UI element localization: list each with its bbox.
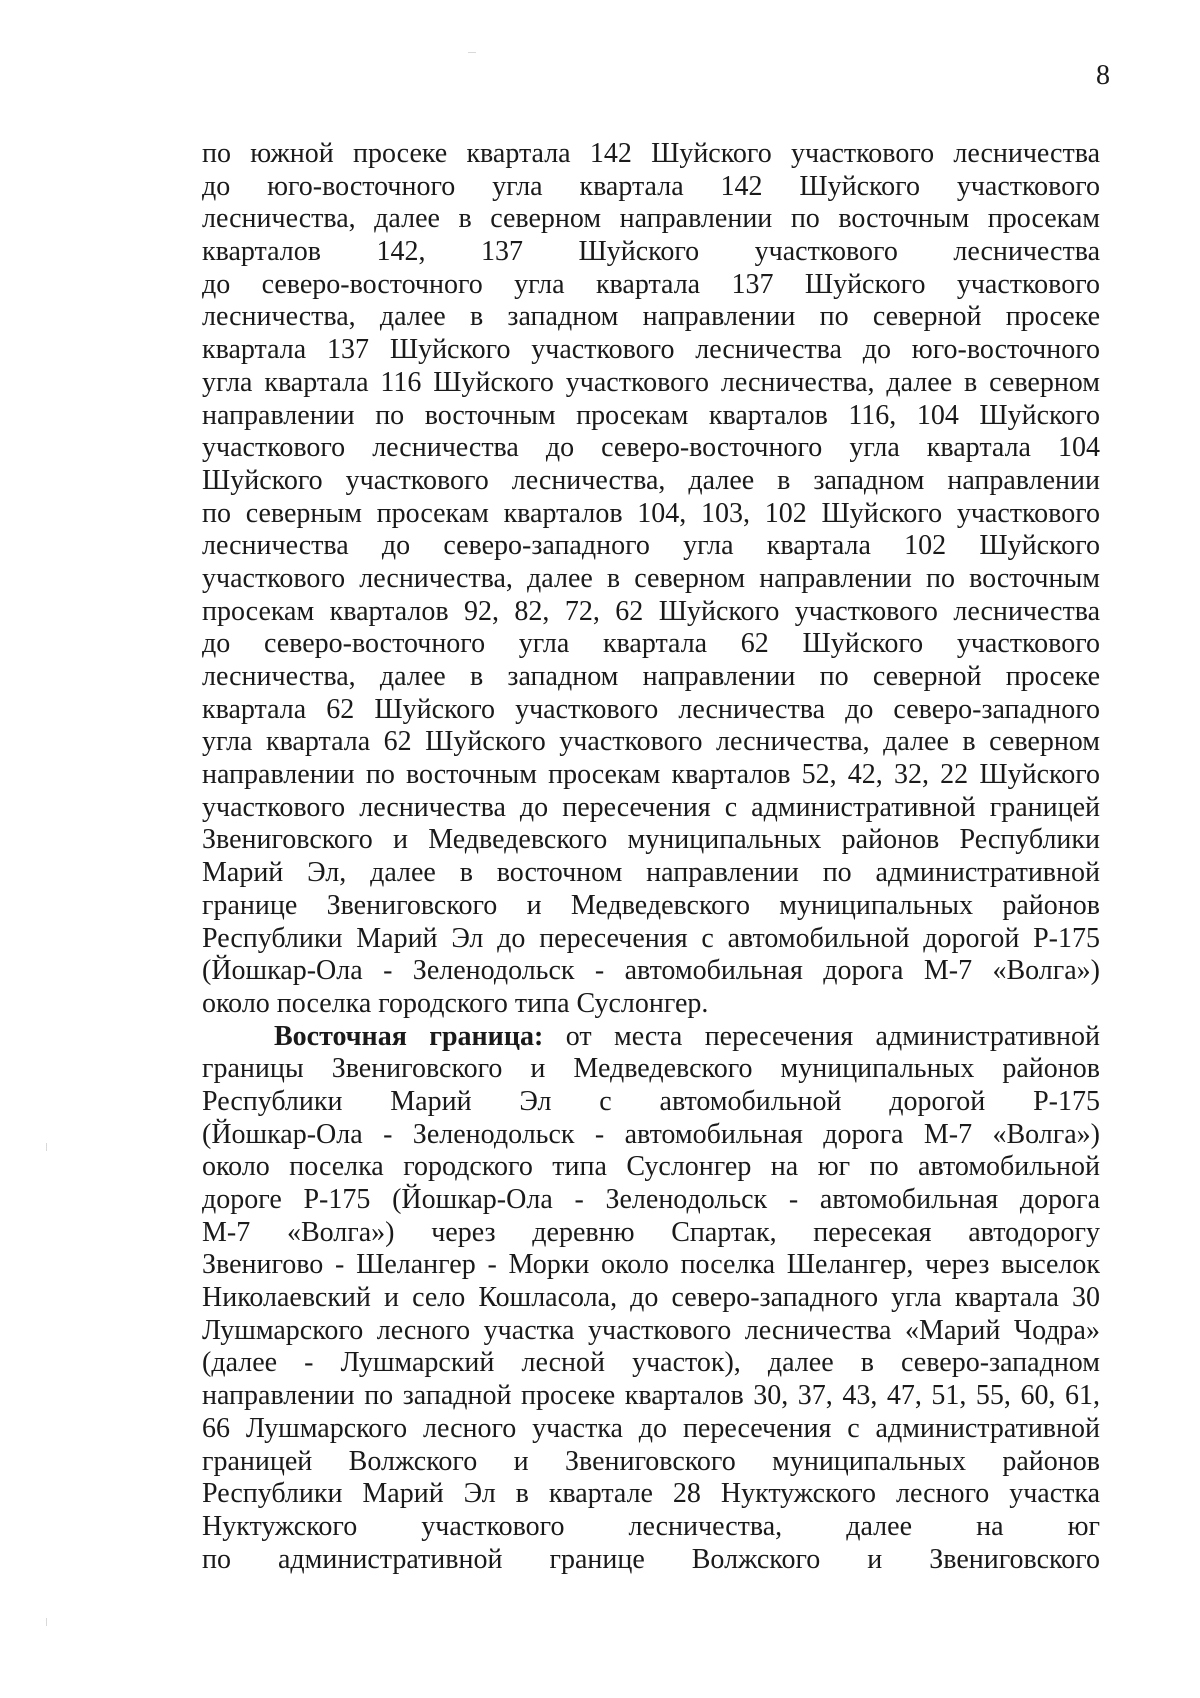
text-fragment: от места пересечения административной <box>543 1020 1100 1052</box>
text-line: Николаевский и село Кошласола, до северо-западного угла квартала 30 <box>202 1282 1100 1314</box>
text-line: по южной просеке квартала 142 Шуйского участкового лесничества <box>202 138 1100 169</box>
scan-artifact-bottom-left <box>46 1618 47 1626</box>
text-line: направлении по восточным просекам кварталов 116, 104 Шуйского <box>202 399 1100 431</box>
text-line: до юго-восточного угла квартала 142 Шуйского участкового <box>202 170 1100 202</box>
text-line-first <box>202 1021 1100 1054</box>
text-line: Республики Марий Эл с автомобильной дорогой Р-175 <box>202 1085 1100 1117</box>
text-line: до северо-восточного угла квартала 137 Шуйского участкового <box>202 268 1100 300</box>
text-line: участкового лесничества до северо-восточного угла квартала 104 <box>202 432 1100 464</box>
text-line: дороге Р-175 (Йошкар-Ола - Зеленодольск - автомобильная дорога <box>202 1184 1100 1215</box>
document-body <box>202 138 1100 1576</box>
text-line: по административной границе Волжского и Звениговского <box>202 1543 1100 1575</box>
text-line: границей Волжского и Звениговского муниципальных районов <box>202 1445 1100 1477</box>
text-line: около поселка городского типа Суслонгер на юг по автомобильной <box>202 1151 1100 1183</box>
text-line: кварталов 142, 137 Шуйского участкового лесничества <box>202 236 1100 268</box>
text-line: участкового лесничества, далее в северном направлении по восточным <box>202 562 1100 594</box>
text-line: просекам кварталов 92, 82, 72, 62 Шуйского участкового лесничества <box>202 595 1100 627</box>
text-line: направлении по западной просеке кварталов 30, 37, 43, 47, 51, 55, 60, 61, <box>202 1380 1100 1412</box>
text-line: около поселка городского типа Суслонгер. <box>202 987 709 1019</box>
text-line: (Йошкар-Ола - Зеленодольск - автомобильная дорога М-7 «Волга») <box>202 1118 1100 1150</box>
text-line: Шуйского участкового лесничества, далее в западном направлении <box>202 464 1100 496</box>
text-line: лесничества до северо-западного угла квартала 102 Шуйского <box>202 530 1100 562</box>
text-line: квартала 62 Шуйского участкового лесничества до северо-западного <box>202 693 1100 725</box>
text-line: Республики Марий Эл до пересечения с автомобильной дорогой Р-175 <box>202 922 1100 954</box>
text-line: до северо-восточного угла квартала 62 Шуйского участкового <box>202 628 1100 660</box>
text-line: Республики Марий Эл в квартале 28 Нуктужского лесного участка <box>202 1478 1100 1510</box>
text-line: лесничества, далее в западном направлении по северной просеке <box>202 661 1100 692</box>
text-line: границы Звениговского и Медведевского муниципальных районов <box>202 1053 1100 1085</box>
text-line: М-7 «Волга») через деревню Спартак, пересекая автодорогу <box>202 1216 1100 1248</box>
page-number: 8 <box>1096 60 1110 91</box>
paragraph-eastern-border <box>202 1021 1100 1577</box>
text-line: лесничества, далее в северном направлении по восточным просекам <box>202 203 1100 235</box>
scan-artifact-top <box>468 52 476 53</box>
paragraph-continuation <box>202 138 1100 1021</box>
text-line: лесничества, далее в западном направлении по северной просеке <box>202 301 1100 333</box>
section-heading: Восточная граница: <box>274 1020 544 1052</box>
text-line: 66 Лушмарского лесного участка до пересечения с административной <box>202 1412 1100 1444</box>
text-line: по северным просекам кварталов 104, 103, 102 Шуйского участкового <box>202 497 1100 529</box>
text-line: Марий Эл, далее в восточном направлении по административной <box>202 857 1100 889</box>
text-line: угла квартала 116 Шуйского участкового лесничества, далее в северном <box>202 366 1100 398</box>
scan-artifact-left <box>46 1143 47 1151</box>
text-line: Звенигово - Шелангер - Морки около поселка Шелангер, через выселок <box>202 1249 1100 1281</box>
text-line: участкового лесничества до пересечения с административной границей <box>202 791 1100 823</box>
text-line: границе Звениговского и Медведевского муниципальных районов <box>202 889 1100 921</box>
text-line: (далее - Лушмарский лесной участок), далее в северо-западном <box>202 1347 1100 1379</box>
text-line: Звениговского и Медведевского муниципальных районов Республики <box>202 824 1100 856</box>
text-line: Нуктужского участкового лесничества, далее на юг <box>202 1510 1100 1542</box>
text-line: угла квартала 62 Шуйского участкового лесничества, далее в северном <box>202 726 1100 758</box>
text-line: Лушмарского лесного участка участкового лесничества «Марий Чодра» <box>202 1314 1100 1346</box>
text-line: направлении по восточным просекам кварталов 52, 42, 32, 22 Шуйского <box>202 759 1100 791</box>
text-line: квартала 137 Шуйского участкового лесничества до юго-восточного <box>202 334 1100 366</box>
text-line: (Йошкар-Ола - Зеленодольск - автомобильная дорога М-7 «Волга») <box>202 955 1100 987</box>
